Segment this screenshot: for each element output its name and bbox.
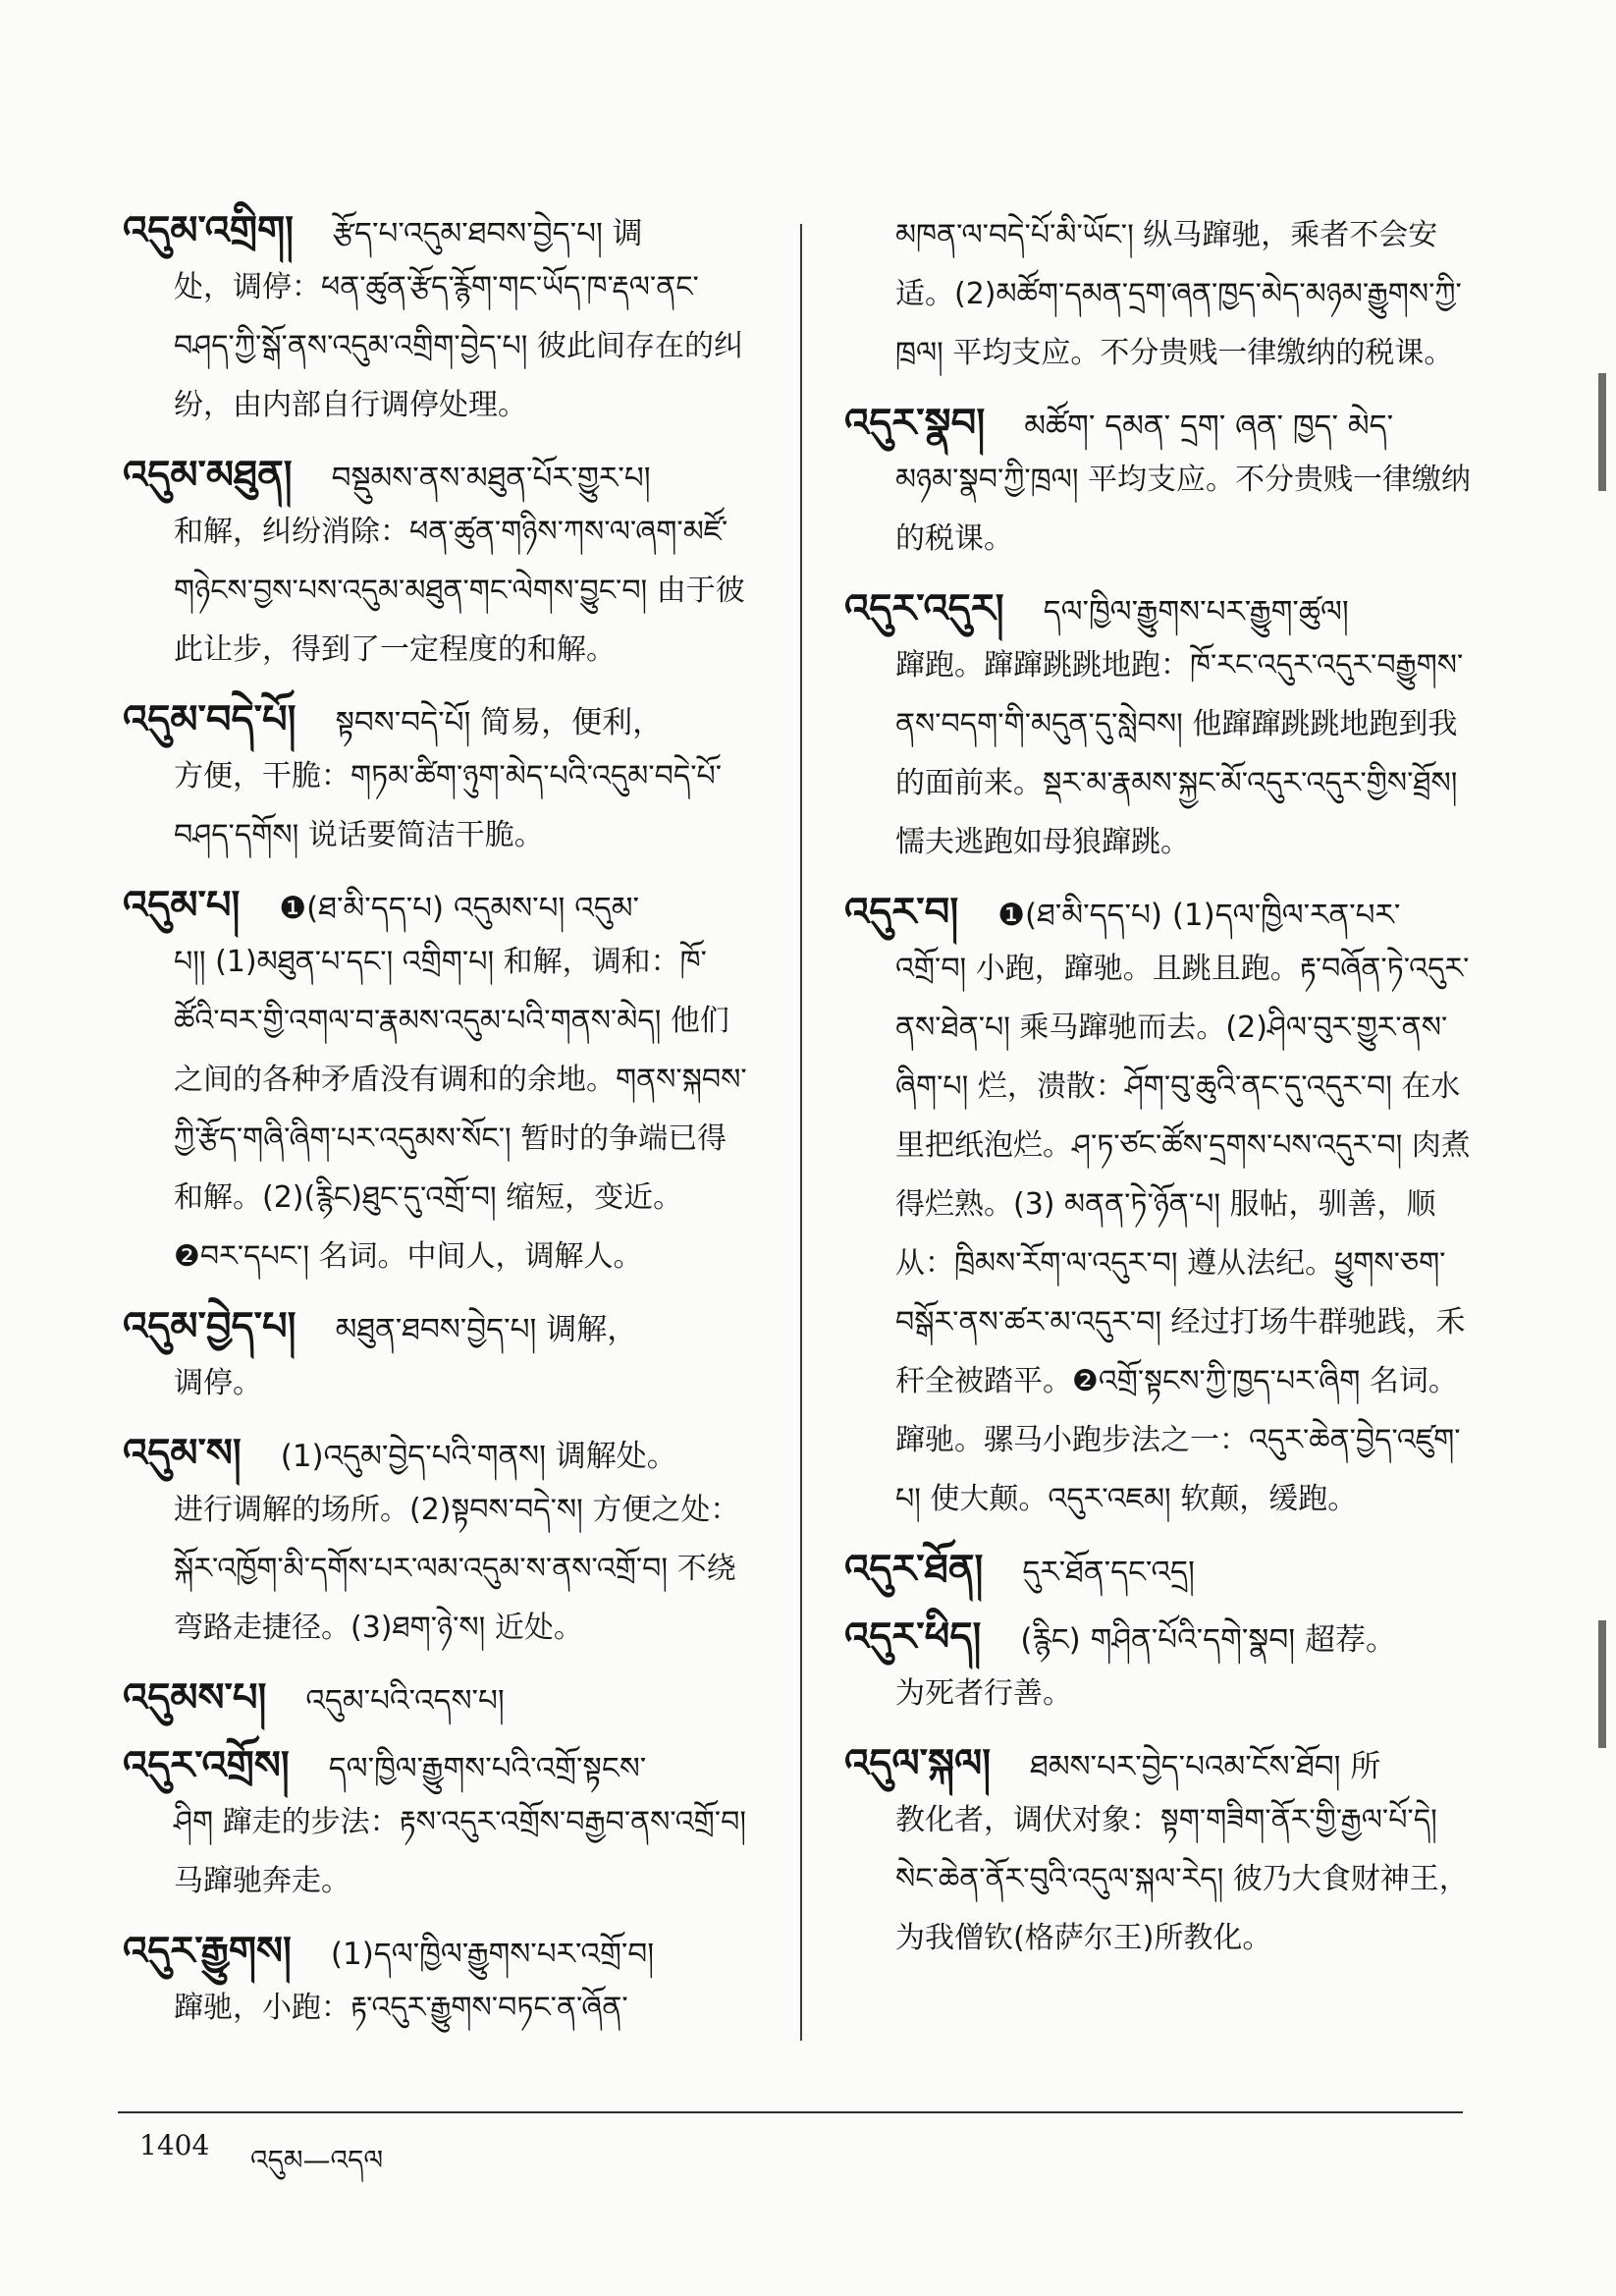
entry-first-line — [844, 399, 1473, 451]
entry-headword: འདུམ་བདེ་པོ། — [123, 697, 296, 742]
scan-edge-mark — [1598, 1620, 1606, 1748]
entry-definition: པ།། (1)མཐུན་པ་དང་། འགྲིག་པ། 和解，调和：ཁོ་ཚོའི་བར་གྱི་འགལ་བ་རྣམས་འདུམ་པའི་གནས་མེད། 他们之间的各种矛盾没有调和的余地。གནས་སྐབས་ཀྱི་རྩོད་གཞི་ཞིག་པར་འདུམས་སོང་། 暂时的争端已得和解。(2)(རྙིང)ཐུང་དུ་འགྲོ་བ། 缩短，变近。❷བར་དཔང་། 名词。中间人，调解人。 — [174, 945, 747, 1274]
entry-definition-start: དལ་ཁྱིལ་རྒྱུགས་པར་རྒྱུག་ཚུལ། — [1043, 594, 1349, 629]
page-number: 1404 — [139, 2129, 210, 2161]
entry-definition-start: (1)དལ་ཁྱིལ་རྒྱུགས་པར་འགྲོ་བ། — [330, 1937, 655, 1972]
dictionary-entry — [844, 584, 1473, 872]
entry-first-line — [844, 584, 1473, 636]
entry-headword: འདུམས་པ། — [123, 1675, 267, 1721]
entry-first-line — [844, 888, 1473, 940]
entry-definition-start: ཐམས་པར་བྱེད་པའམ་ངོས་ཐོབ། 所 — [1030, 1749, 1381, 1784]
entry-headword: འདུམ་མཐུན། — [123, 453, 293, 498]
dictionary-entry — [844, 206, 1473, 383]
entry-definition-start: (1)འདུམ་བྱེད་པའི་གནས། 调解处。 — [280, 1439, 677, 1474]
entry-headword: འདུམ་འགྲིག། — [123, 208, 295, 253]
entry-first-line — [123, 206, 751, 258]
entry-definition-start: དུར་ཐོན་དང་འདྲ། — [1022, 1555, 1195, 1590]
entry-definition: 教化者，调伏对象：སྟག་གཟིག་ནོར་གྱི་རྒྱལ་པོ་དེ། སེང་ཆེན་ནོར་བུའི་འདུལ་སྐལ་རེད། 彼乃大食财神王，为我僧钦(格萨尔王)所教化。 — [895, 1803, 1469, 1955]
dictionary-entry — [123, 881, 751, 1286]
dictionary-entry — [844, 1613, 1473, 1723]
left-column — [123, 206, 751, 2053]
entry-definition: མཁན་ལ་བདེ་པོ་མི་ཡོང་། 纵马蹿驰，乘者不会安适。(2)མཚོག་དམན་དྲག་ཞན་ཁྱད་མེད་མཉམ་རྒྱུགས་ཀྱི་ཁྲལ། 平均支应。不分贵贱一律缴纳的税课。 — [895, 218, 1462, 370]
entry-definition-start: བསྡུམས་ནས་མཐུན་པོར་གྱུར་པ། — [331, 461, 651, 496]
dictionary-entry — [123, 695, 751, 865]
entry-headword: འདུར་སྣབ། — [844, 401, 986, 446]
entry-definition: 方便，干脆：གཏམ་ཚིག་ཉུག་མེད་པའི་འདུམ་བདེ་པོ་བཤད་དགོས། 说话要简洁干脆。 — [174, 759, 723, 852]
entry-definition: མཉམ་སྣབ་ཀྱི་ཁྲལ། 平均支应。不分贵贱一律缴纳的税课。 — [895, 463, 1472, 556]
dictionary-entry — [123, 206, 751, 435]
entry-definition: 为死者行善。 — [895, 1676, 1072, 1711]
entry-definition-start: རྩོད་པ་འདུམ་ཐབས་བྱེད་པ། 调 — [333, 216, 643, 251]
entry-definition: 蹿跑。蹿蹿跳跳地跑：ཁོ་རང་འདུར་འདུར་བརྒྱུགས་ནས་བདག་གི་མདུན་དུ་སླེབས། 他蹿蹿跳跳地跑到我的面前来。སྡར་མ་རྣམས་སྐྱང་མོ་འདུར་འདུར་གྱིས་ཐྲོས། 懦夫逃跑如母狼蹿跳。 — [895, 648, 1464, 859]
page-headword-range: འདུམ—འདལ — [250, 2144, 384, 2176]
entry-headword: འདུར་ཕིད། — [844, 1614, 982, 1660]
entry-headword: འདུམ་ས། — [123, 1431, 242, 1476]
entry-definition: ཤིག 蹿走的步法：རྟས་འདུར་འགྲོས་བརྒྱབ་ནས་འགྲོ་བ། 马蹿驰奔走。 — [174, 1805, 746, 1898]
entry-definition-start: མཚོག་ དམན་ དྲག་ ཞན་ ཁྱད་ མེད་ — [1024, 409, 1394, 444]
entry-headword: འདུར་ཐོན། — [844, 1547, 984, 1592]
dictionary-entry — [123, 1429, 751, 1658]
footer-rule — [118, 2111, 1463, 2113]
entry-definition-start: ❶(ཐ་མི་དད་པ) (1)དལ་ཁྱིལ་རན་པར་ — [997, 898, 1401, 933]
entry-headword: འདུལ་སྐལ། — [844, 1741, 992, 1786]
entry-definition-start: སྟབས་བདེ་པོ། 简易，便利， — [335, 705, 664, 740]
entry-definition-start: འདུམ་པའི་འདས་པ། — [305, 1683, 505, 1719]
entry-definition-start: མཐུན་ཐབས་བྱེད་པ། 调解， — [335, 1312, 638, 1347]
entry-headword: འདུར་བ། — [844, 890, 959, 935]
entry-first-line — [123, 1673, 751, 1725]
dictionary-entry — [844, 1739, 1473, 1968]
dictionary-entry — [123, 1673, 751, 1725]
entry-definition: འགྲོ་བ། 小跑，蹿驰。且跳且跑。རྟ་བཞོན་ཏེ་འདུར་ནས་ཐེན་པ། 乘马蹿驰而去。(2)ཤིལ་བུར་གྱུར་ནས་ཞིག་པ། 烂，溃散：ཤོག་བུ་ཆུའི་ནང་དུ་འདུར་བ། 在水里把纸泡烂。ཤ་ཏ་ཙང་ཚོས་དྲགས་པས་འདུར་བ། 肉煮得烂熟。(3) མནན་ཏེ་ཉོན་པ། 服帖，驯善，顺从：ཁྲིམས་རོག་ལ་འདུར་བ། 遵从法纪。ཕྱུགས་ཅག་བསྒོར་ནས་ཚར་མ་འདུར་བ། 经过打场牛群驰践，禾秆全被踏平。❷འགྲོ་སྟངས་ཀྱི་ཁྱད་པར་ཞིག 名词。蹿驰。骡马小跑步法之一：འདུར་ཆེན་བྱེད་འཛུག་པ། 使大颠。འདུར་འཇམ། 软颠，缓跑。 — [895, 952, 1471, 1516]
entry-first-line — [123, 451, 751, 503]
entry-first-line — [123, 1927, 751, 1979]
entry-headword: འདུར་འདུར། — [844, 586, 1004, 631]
entry-first-line — [123, 1429, 751, 1481]
entry-headword: འདུར་རྒྱུགས། — [123, 1929, 292, 1974]
column-divider — [800, 224, 802, 2041]
entry-definition: 进行调解的场所。(2)སྟབས་བདེ་ས། 方便之处：སྐོར་འཁྱོག་མི་དགོས་པར་ལམ་འདུམ་ས་ནས་འགྲོ་བ། 不绕弯路走捷径。(3)ཐག་ཉེ་ས། 近处。 — [174, 1493, 740, 1645]
dictionary-entry — [123, 1741, 751, 1911]
entry-definition: 处，调停：ཕན་ཚུན་རྩོད་རྙོག་གང་ཡོད་ཁ་རྡལ་ནང་བཤད་ཀྱི་སྒོ་ནས་འདུམ་འགྲིག་བྱེད་པ། 彼此间存在的纠纷，由内部自行调停处理。 — [174, 270, 743, 422]
entry-first-line — [844, 1739, 1473, 1791]
entry-definition-start: (རྙིང) གཤིན་པོའི་དགེ་སྣབ། 超荐。 — [1020, 1622, 1396, 1658]
entry-first-line — [844, 1545, 1473, 1597]
entry-headword: འདུམ་པ། — [123, 883, 241, 928]
entry-definition: 调停。 — [174, 1366, 262, 1400]
entry-first-line — [123, 695, 751, 747]
entry-definition: 和解，纠纷消除：ཕན་ཚུན་གཉིས་ཀས་ལ་ཞག་མཛོ་གཉེངས་བྱས་པས་འདུམ་མཐུན་གང་ལེགས་བྱུང་བ། 由于彼此让步，得到了一定程度的和解。 — [174, 515, 745, 667]
entry-first-line — [123, 881, 751, 933]
entry-definition-start: དལ་ཁྱིལ་རྒྱུགས་པའི་འགྲོ་སྟངས་ — [328, 1751, 647, 1786]
entry-definition-start: ❶(ཐ་མི་དད་པ) འདུམས་པ། འདུམ་ — [279, 891, 640, 926]
entry-first-line — [844, 1613, 1473, 1665]
entry-first-line — [123, 1302, 751, 1354]
dictionary-entry — [123, 1927, 751, 2038]
entry-headword: འདུམ་བྱེད་པ། — [123, 1304, 296, 1349]
entry-definition: 蹿驰，小跑：རྟ་འདུར་རྒྱུགས་བཏང་ན་ཞོན་ — [174, 1991, 628, 2025]
dictionary-entry — [844, 399, 1473, 569]
dictionary-entry — [123, 451, 751, 680]
entry-first-line — [123, 1741, 751, 1793]
dictionary-entry — [844, 1545, 1473, 1597]
dictionary-entry — [123, 1302, 751, 1413]
entry-headword: འདུར་འགྲོས། — [123, 1743, 290, 1788]
dictionary-entry — [844, 888, 1473, 1529]
right-column — [844, 206, 1473, 1984]
scan-edge-mark — [1598, 373, 1606, 491]
